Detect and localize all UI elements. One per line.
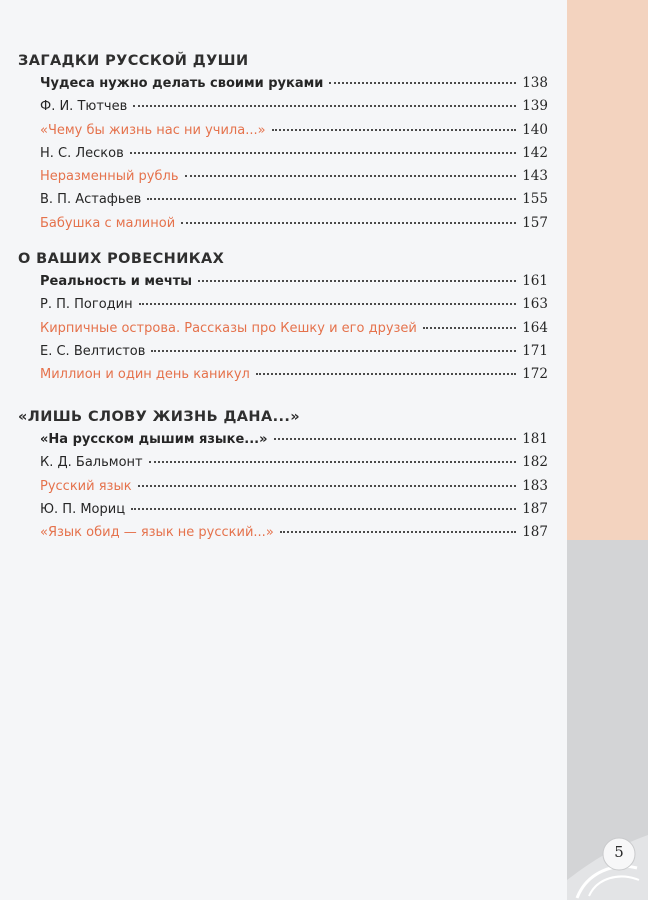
entry-title: Ф. И. Тютчев <box>40 99 128 115</box>
toc-entry[interactable] <box>18 188 548 211</box>
entry-title: Р. П. Погодин <box>40 297 133 313</box>
dot-leader <box>274 438 517 440</box>
entry-title: Кирпичные острова. Рассказы про Кешку и его друзей <box>40 320 417 336</box>
section-title: ЗАГАДКИ РУССКОЙ ДУШИ <box>18 53 249 69</box>
entry-title: Миллион и один день каникул <box>40 367 250 383</box>
dot-leader <box>198 280 516 282</box>
entry-page: 171 <box>522 342 548 359</box>
dot-leader <box>149 461 517 463</box>
entry-page: 143 <box>522 168 548 185</box>
toc-entry[interactable] <box>18 293 548 316</box>
toc-entry[interactable] <box>18 475 548 498</box>
entry-page: 138 <box>522 75 548 91</box>
dot-leader <box>138 485 517 487</box>
entry-page: 172 <box>522 366 548 383</box>
dot-leader <box>151 350 516 352</box>
entry-page: 163 <box>522 296 548 313</box>
entry-list <box>18 72 548 235</box>
toc-entry[interactable] <box>18 95 548 118</box>
entry-title: Е. С. Велтистов <box>40 343 146 359</box>
entry-title: Реальность и мечты <box>40 274 193 289</box>
section-zagadki <box>18 50 548 235</box>
toc-entry[interactable] <box>18 165 548 188</box>
entry-title: «Чему бы жизнь нас ни учила...» <box>40 122 266 138</box>
dot-leader <box>133 105 516 107</box>
entry-title: Чудеса нужно делать своими руками <box>40 76 324 91</box>
toc-entry[interactable] <box>18 363 548 386</box>
dot-leader <box>280 531 516 533</box>
toc-entry[interactable] <box>18 428 548 451</box>
entry-page: 155 <box>522 191 548 208</box>
entry-list <box>18 428 548 544</box>
toc-entry[interactable] <box>18 451 548 474</box>
entry-list <box>18 270 548 386</box>
dot-leader <box>130 152 516 154</box>
dot-leader <box>185 175 517 177</box>
dot-leader <box>256 373 516 375</box>
entry-page: 139 <box>522 98 548 115</box>
toc-entry[interactable] <box>18 317 548 340</box>
section-rovesniki <box>18 248 548 386</box>
entry-page: 182 <box>522 454 548 471</box>
entry-title: Бабушка с малиной <box>40 215 176 231</box>
entry-page: 161 <box>522 273 548 289</box>
toc-entry[interactable] <box>18 498 548 521</box>
dot-leader <box>147 198 516 200</box>
toc-entry[interactable] <box>18 142 548 165</box>
toc-entry[interactable] <box>18 521 548 544</box>
entry-page: 142 <box>522 144 548 161</box>
entry-title: «Язык обид — язык не русский...» <box>40 525 274 541</box>
entry-title: К. Д. Бальмонт <box>40 455 143 471</box>
section-title: «ЛИШЬ СЛОВУ ЖИЗНЬ ДАНА...» <box>18 409 301 425</box>
toc-entry[interactable] <box>18 270 548 293</box>
entry-title: Н. С. Лесков <box>40 145 124 161</box>
toc-entry[interactable] <box>18 72 548 95</box>
dot-leader <box>181 222 516 224</box>
entry-page: 181 <box>522 431 548 447</box>
entry-title: Ю. П. Мориц <box>40 501 126 517</box>
entry-page: 187 <box>522 524 548 541</box>
toc-entry[interactable] <box>18 340 548 363</box>
dot-leader <box>139 303 517 305</box>
entry-title: В. П. Астафьев <box>40 192 142 208</box>
dot-leader <box>131 508 516 510</box>
entry-title: Неразменный рубль <box>40 169 179 185</box>
section-title: О ВАШИХ РОВЕСНИКАХ <box>18 251 225 267</box>
entry-page: 164 <box>522 319 548 336</box>
toc-entry[interactable] <box>18 212 548 235</box>
entry-page: 157 <box>522 214 548 231</box>
entry-page: 183 <box>522 477 548 494</box>
page-number: 5 <box>614 843 624 861</box>
entry-page: 140 <box>522 121 548 138</box>
dot-leader <box>423 327 516 329</box>
section-slovu-zhizn <box>18 406 548 544</box>
entry-title: Русский язык <box>40 478 132 494</box>
toc-entry[interactable] <box>18 119 548 142</box>
dot-leader <box>272 129 517 131</box>
entry-page: 187 <box>522 500 548 517</box>
entry-title: «На русском дышим языке...» <box>40 432 268 447</box>
margin-band-peach <box>567 0 648 540</box>
dot-leader <box>329 82 516 84</box>
